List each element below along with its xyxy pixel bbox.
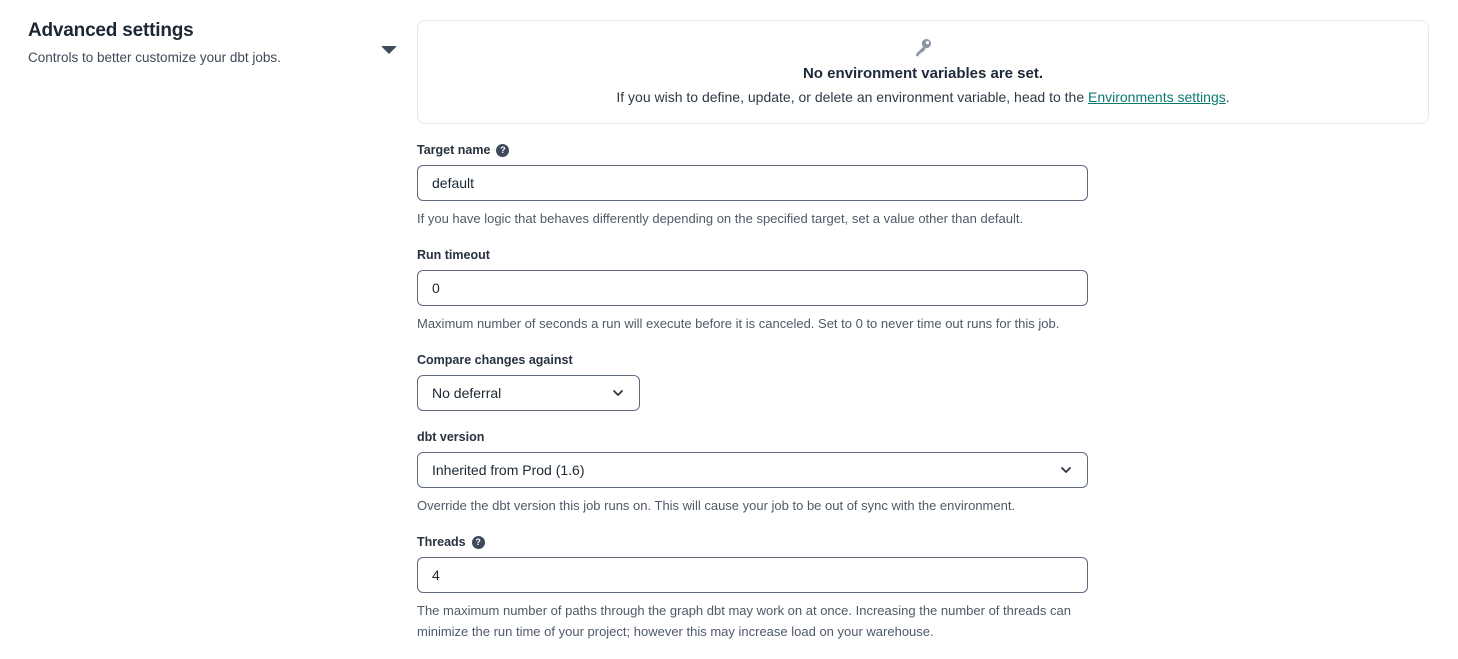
help-icon[interactable]: ? <box>472 536 485 549</box>
chevron-down-icon <box>611 386 625 400</box>
env-message-prefix: If you wish to define, update, or delete an environment variable, head to the <box>616 89 1088 105</box>
env-message-suffix: . <box>1225 89 1230 105</box>
field-threads <box>417 535 1429 641</box>
compare-changes-label: Compare changes against <box>417 353 573 368</box>
threads-input[interactable] <box>417 557 1088 593</box>
run-timeout-label-row <box>417 248 1429 262</box>
compare-changes-select[interactable] <box>417 375 640 411</box>
field-dbt-version <box>417 430 1429 516</box>
collapse-column <box>377 20 417 59</box>
section-collapse-toggle[interactable] <box>377 41 401 59</box>
threads-helper: The maximum number of paths through the graph dbt may work on at once. Increasing the number of threads can minimize the run time of your project; however this may increase load on your warehouse. <box>417 603 1071 639</box>
threads-label-row <box>417 535 1429 549</box>
chevron-down-icon <box>1059 463 1073 477</box>
target-name-helper: If you have logic that behaves differently depending on the specified target, set a value other than default. <box>417 211 1024 226</box>
section-header <box>28 20 377 65</box>
dbt-version-value: Inherited from Prod (1.6) <box>432 462 585 479</box>
target-name-input[interactable] <box>417 165 1088 201</box>
compare-changes-value: No deferral <box>432 385 502 402</box>
env-variables-banner <box>417 20 1429 124</box>
run-timeout-input[interactable] <box>417 270 1088 306</box>
settings-form <box>417 20 1429 642</box>
run-timeout-helper: Maximum number of seconds a run will execute before it is canceled. Set to 0 to never time out runs for this job. <box>417 316 1060 332</box>
threads-label: Threads <box>417 535 466 550</box>
key-icon <box>438 36 1408 60</box>
field-target-name <box>417 143 1429 229</box>
compare-changes-label-row <box>417 353 1429 367</box>
target-name-label-row <box>417 143 1429 157</box>
env-banner-message <box>438 89 1408 105</box>
dbt-version-label: dbt version <box>417 430 485 445</box>
dbt-version-label-row <box>417 430 1429 444</box>
run-timeout-label: Run timeout <box>417 248 490 263</box>
page-subtitle: Controls to better customize your dbt jobs. <box>28 49 281 65</box>
dbt-version-helper: Override the dbt version this job runs on. This will cause your job to be out of sync with the environment. <box>417 498 1016 514</box>
field-compare-changes <box>417 353 1429 411</box>
field-run-timeout <box>417 248 1429 334</box>
help-icon[interactable]: ? <box>496 144 509 157</box>
target-name-label: Target name <box>417 143 491 157</box>
caret-down-icon <box>381 46 397 54</box>
environments-settings-link[interactable]: Environments settings <box>1088 89 1226 105</box>
env-banner-title: No environment variables are set. <box>802 65 1044 82</box>
page-title: Advanced settings <box>28 20 194 41</box>
dbt-version-select[interactable] <box>417 452 1088 488</box>
